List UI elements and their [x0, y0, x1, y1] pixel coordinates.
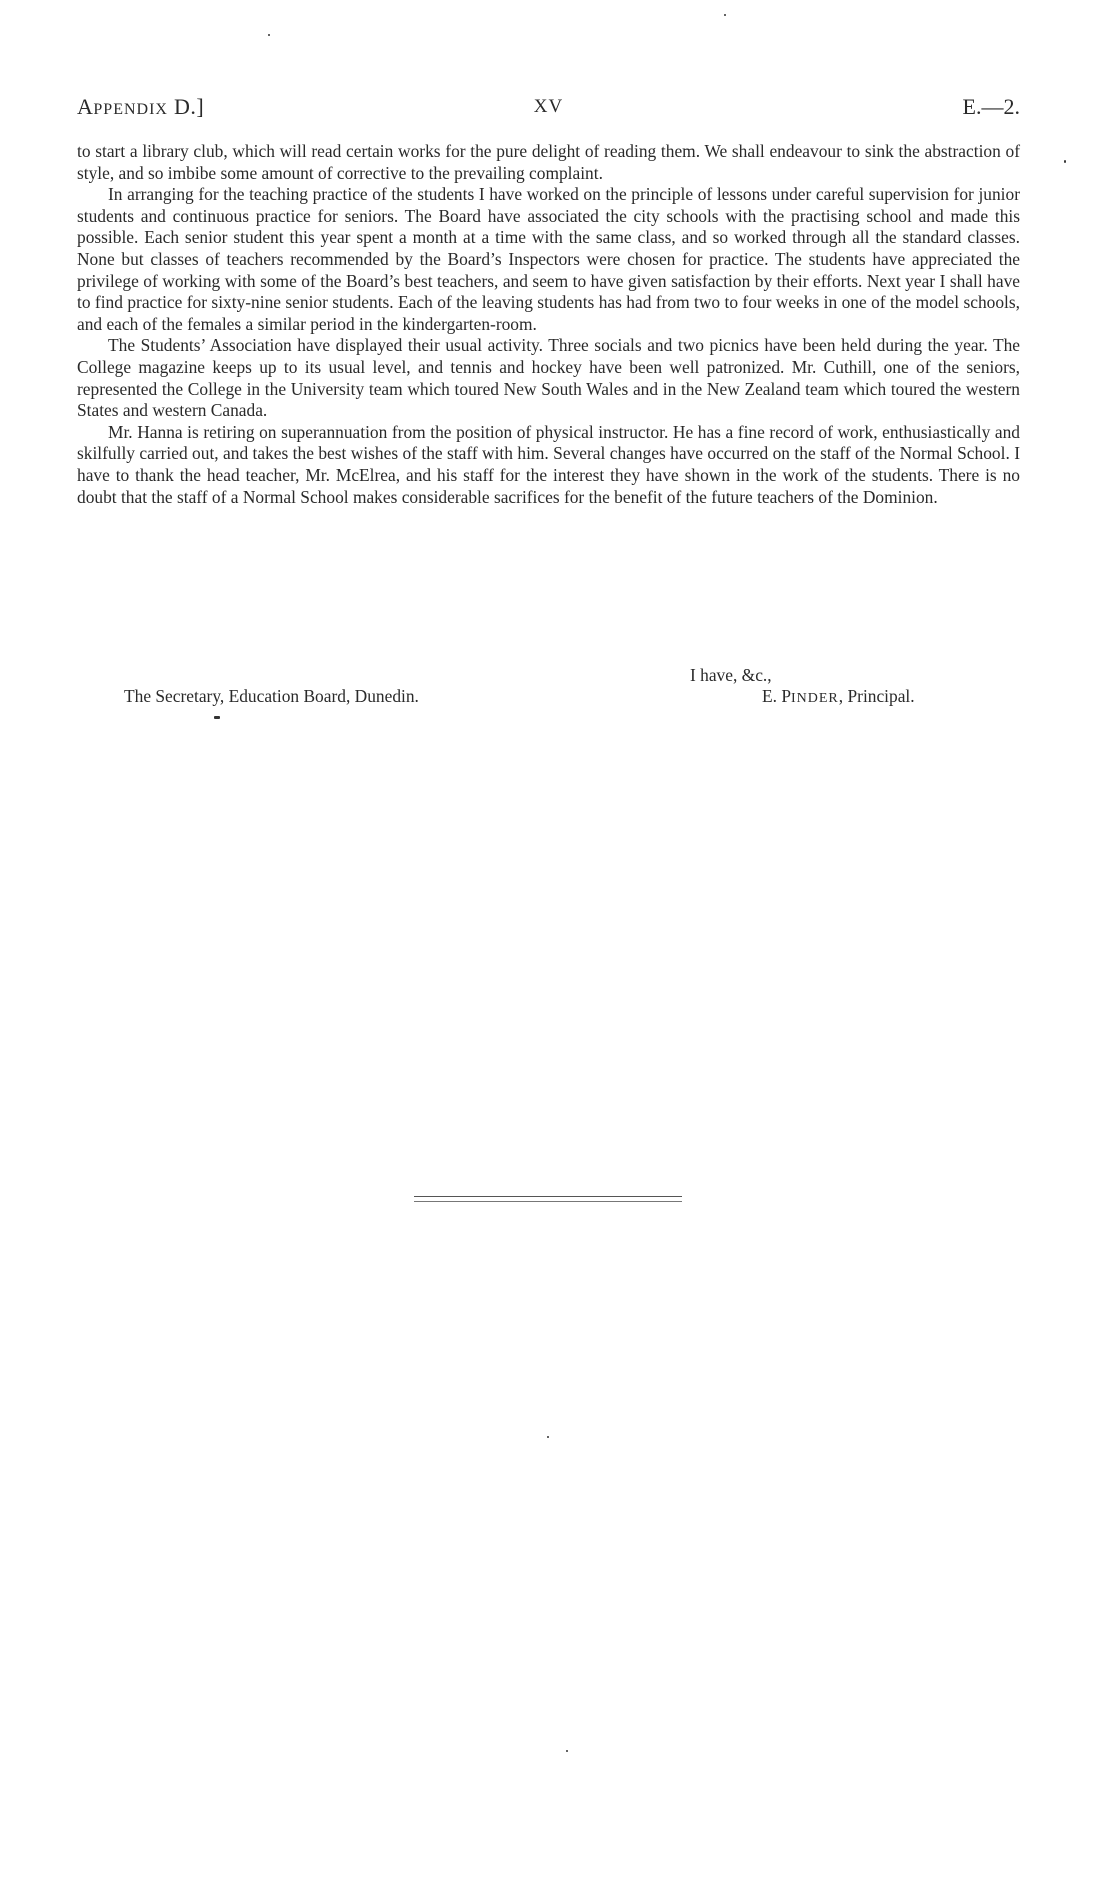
page-number: XV [533, 96, 564, 117]
appendix-initial: A [77, 94, 94, 119]
print-speck [566, 1750, 568, 1752]
section-divider-rule [414, 1196, 682, 1202]
print-speck [1064, 160, 1066, 163]
signature-name-initial: P [781, 686, 791, 706]
print-speck [547, 1436, 549, 1438]
page-header [77, 94, 1020, 124]
appendix-letter: D.] [167, 94, 205, 119]
print-speck [214, 716, 220, 719]
signature [762, 686, 915, 707]
print-speck [724, 14, 726, 16]
addressee: The Secretary, Education Board, Dunedin. [124, 686, 419, 706]
signature-name-smallcaps: INDER [791, 691, 839, 706]
signature-initial: E. [762, 686, 782, 706]
report-code: E.—2. [962, 94, 1020, 119]
report-body [77, 141, 1020, 508]
appendix-smallcaps: PPENDIX [93, 101, 168, 118]
signature-title: , Principal. [838, 686, 915, 706]
print-speck [268, 34, 270, 36]
paragraph-staff-changes: Mr. Hanna is retiring on superannuation from the position of physical instructor. He has a fine record of work, enthusiastically and skilfully carried out, and takes the best wishes of the staff with him. Several changes have occurred on the staff of the Normal School. I have to thank the head teacher, Mr. McElrea, and his staff for the interest they have shown in the work of the students. There is no doubt that the staff of a Normal School makes considerable sacrifices for the benefit of the future teachers of the Dominion. [77, 421, 1020, 507]
paragraph-continuation: to start a library club, which will read certain works for the pure delight of reading them. We shall endeavour to sink the abstraction of style, and so imbibe some amount of corrective to the prevailing complaint. [77, 141, 1020, 183]
paragraph-teaching-practice: In arranging for the teaching practice of the students I have worked on the principle of lessons under careful supervision for junior students and continuous practice for seniors. The Board have associated the city schools with the practising school and made this possible. Each senior student this year spent a month at a time with the same class, and so worked through all the standard classes. None but classes of teachers recommended by the Board’s Inspectors were chosen for practice. The students have appreciated the privilege of working with some of the Board’s best teachers, and seem to have given satisfaction by their efforts. Next year I shall have to find practice for sixty-nine senior students. Each of the leaving students has had from two to four weeks in one of the model schools, and each of the females a similar period in the kindergarten-room. [77, 184, 1020, 334]
closing-salutation: I have, &c., [690, 665, 772, 685]
paragraph-students-association: The Students’ Association have displayed their usual activity. Three socials and two picnics have been held during the year. The College magazine keeps up to its usual level, and tennis and hockey have been well patronized. Mr. Cuthill, one of the seniors, represented the College in the University team which toured New South Wales and in the New Zealand team which toured the western States and western Canada. [77, 335, 1020, 421]
